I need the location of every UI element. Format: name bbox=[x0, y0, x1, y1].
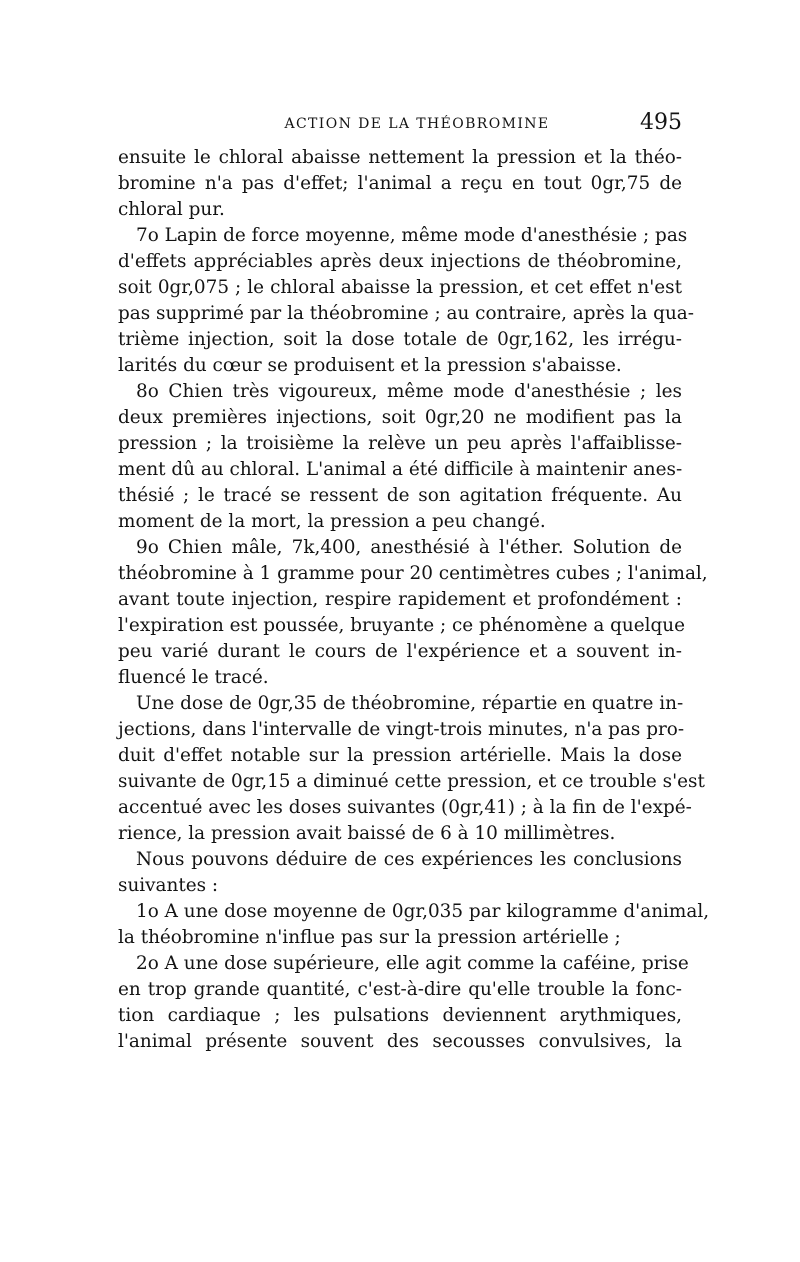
text-line: l'animal présente souvent des secousses convulsives, la bbox=[118, 1031, 682, 1052]
text-line: 7o Lapin de force moyenne, même mode d'anesthésie ; pas bbox=[136, 225, 688, 246]
paragraph-conclusions-intro bbox=[118, 847, 682, 899]
text-line: deux premières injections, soit 0gr,20 ne modifient pas la bbox=[118, 407, 682, 428]
text-line: l'expiration est poussée, bruyante ; ce phénomène a quelque bbox=[118, 615, 686, 636]
text-line: bromine n'a pas d'effet; l'animal a reçu en tout 0gr,75 de bbox=[118, 173, 682, 194]
text-line: en trop grande quantité, c'est-à-dire qu'elle trouble la fonc- bbox=[118, 979, 682, 1000]
text-line: soit 0gr,075 ; le chloral abaisse la pression, et cet effet n'est bbox=[118, 277, 682, 298]
text-line: avant toute injection, respire rapidement et profondément : bbox=[118, 589, 682, 610]
paragraph-conclusion-2 bbox=[118, 951, 689, 1055]
text-line: jections, dans l'intervalle de vingt-trois minutes, n'a pas pro- bbox=[118, 719, 685, 740]
text-line: rience, la pression avait baissé de 6 à 10 millimètres. bbox=[118, 823, 616, 844]
text-line: 1o A une dose moyenne de 0gr,035 par kilogramme d'animal, bbox=[136, 901, 710, 922]
text-line: pas supprimé par la théobromine ; au contraire, après la qua- bbox=[118, 303, 694, 324]
text-line: théobromine à 1 gramme pour 20 centimètres cubes ; l'animal, bbox=[118, 563, 708, 584]
text-line: la théobromine n'influe pas sur la pression artérielle ; bbox=[118, 927, 621, 948]
paragraph-dose-effects bbox=[118, 691, 705, 847]
text-line: Une dose de 0gr,35 de théobromine, répartie en quatre in- bbox=[136, 693, 684, 714]
text-line: 2o A une dose supérieure, elle agit comme la caféine, prise bbox=[136, 953, 689, 974]
text-line: moment de la mort, la pression a peu changé. bbox=[118, 511, 546, 532]
running-title: ACTION DE LA THÉOBROMINE bbox=[284, 116, 550, 132]
page-number: 495 bbox=[640, 110, 682, 135]
text-line: thésié ; le tracé se ressent de son agitation fréquente. Au bbox=[118, 485, 682, 506]
paragraph-conclusion-1 bbox=[118, 899, 710, 951]
text-line: suivante de 0gr,15 a diminué cette pression, et ce trouble s'est bbox=[118, 771, 705, 792]
text-line: Nous pouvons déduire de ces expériences les conclusions bbox=[136, 849, 682, 870]
text-line: trième injection, soit la dose totale de 0gr,162, les irrégu- bbox=[118, 329, 682, 350]
text-line: d'effets appréciables après deux injections de théobromine, bbox=[118, 251, 682, 272]
text-line: peu varié durant le cours de l'expérience et a souvent in- bbox=[118, 641, 682, 662]
text-line: ment dû au chloral. L'animal a été difficile à maintenir anes- bbox=[118, 459, 683, 480]
text-line: accentué avec les doses suivantes (0gr,41) ; à la fin de l'expé- bbox=[118, 797, 692, 818]
text-line: fluencé le tracé. bbox=[118, 667, 269, 688]
text-line: chloral pur. bbox=[118, 199, 225, 220]
paragraph-chloral-result bbox=[118, 145, 682, 223]
running-head bbox=[118, 110, 682, 140]
paragraph-experiment-7 bbox=[118, 223, 694, 379]
paragraph-experiment-9 bbox=[118, 535, 708, 691]
body-text bbox=[118, 145, 710, 1055]
text-line: ensuite le chloral abaisse nettement la pression et la théo- bbox=[118, 147, 682, 168]
text-line: pression ; la troisième la relève un peu après l'affaiblisse- bbox=[118, 433, 682, 454]
text-line: suivantes : bbox=[118, 875, 219, 896]
text-line: larités du cœur se produisent et la pression s'abaisse. bbox=[118, 355, 622, 376]
text-line: duit d'effet notable sur la pression artérielle. Mais la dose bbox=[118, 745, 682, 766]
text-line: tion cardiaque ; les pulsations deviennent arythmiques, bbox=[118, 1005, 682, 1026]
text-line: 8o Chien très vigoureux, même mode d'anesthésie ; les bbox=[136, 381, 682, 402]
text-line: 9o Chien mâle, 7k,400, anesthésié à l'éther. Solution de bbox=[136, 537, 682, 558]
paragraph-experiment-8 bbox=[118, 379, 682, 535]
